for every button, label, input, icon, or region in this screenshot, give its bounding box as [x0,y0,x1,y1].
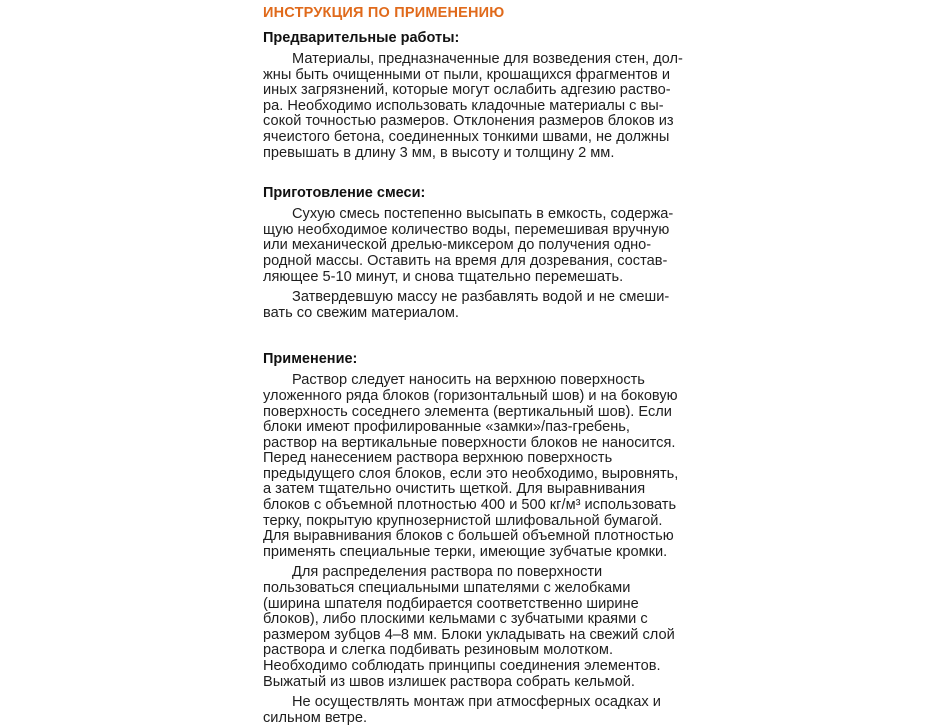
paragraph-line: поверхность соседнего элемента (вертикальный шов). Если [263,403,672,420]
paragraph-line: Затвердевшую массу не разбавлять водой и не смеши- [292,289,670,306]
paragraph-line: Перед нанесением раствора верхнюю поверхность [263,450,613,467]
paragraph-line: родной массы. Оставить на время для дозревания, состав- [263,252,668,269]
document-title: ИНСТРУКЦИЯ ПО ПРИМЕНЕНИЮ [263,5,505,21]
paragraph-line: раствор на вертикальные поверхности блоков не наносится. [263,434,676,451]
paragraph-line: сильном ветре. [263,709,368,726]
paragraph-line: Необходимо соблюдать принципы соединения элементов. [263,658,661,674]
paragraph-line: превышать в длину 3 мм, в высоту и толщину 2 мм. [263,144,615,161]
paragraph-line: Сухую смесь постепенно высыпать в емкость, содержа- [292,206,674,223]
paragraph-line: блоков с объемной плотностью 400 и 500 кг/м³ использовать [263,497,677,514]
paragraph-line: применять специальные терки, имеющие зубчатые кромки. [263,543,668,560]
paragraph [263,695,703,726]
instruction-column [263,0,703,726]
paragraph-line: жны быть очищенными от пыли, крошащихся фрагментов и [263,66,670,83]
paragraph-line: блоков), либо плоскими кельмами с зубчатыми краями с [263,611,648,628]
paragraph-line: предыдущего слоя блоков, если это необходимо, выровнять, [263,465,679,482]
paragraph-line: щую необходимое количество воды, перемешивая вручную [263,221,670,238]
paragraph [263,373,703,560]
paragraph-line: терку, покрытую крупнозернистой шлифовальной бумагой. [263,512,663,529]
paragraph [263,52,703,161]
paragraph-line: сокой точностью размеров. Отклонения размеров блоков из [263,113,674,130]
section-heading-mixing: Приготовление смеси: [263,185,426,202]
paragraph-line: Раствор следует наносить на верхнюю поверхность [292,372,645,389]
paragraph-line: Для выравнивания блоков с большей объемной плотностью [263,528,674,545]
paragraph-line: блоки имеют профилированные «замки»/паз-гребень, [263,419,630,436]
paragraph-line: ячеистого бетона, соединенных тонкими швами, не должны [263,128,670,145]
paragraph-line: Для распределения раствора по поверхности [292,564,603,581]
paragraph-line: а затем тщательно очистить щеткой. Для выравнивания [263,481,646,498]
section-heading-preparation: Предварительные работы: [263,30,460,46]
paragraph-line: вать со свежим материалом. [263,304,459,321]
paragraph-line: ра. Необходимо использовать кладочные материалы с вы- [263,97,664,114]
paragraph-line: уложенного ряда блоков (горизонтальный шов) и на боковую [263,387,678,404]
paragraph-line: ляющее 5-10 минут, и снова тщательно перемешать. [263,268,624,285]
paragraph-line: (ширина шпателя подбирается соответственно ширине [263,595,639,612]
paragraph [263,207,703,285]
paragraph-line: пользоваться специальными шпателями с желобками [263,580,631,597]
paragraph-line: размером зубцов 4–8 мм. Блоки укладывать на свежий слой [263,626,675,643]
paragraph-line: Выжатый из швов излишек раствора собрать кельмой. [263,673,635,690]
paragraph [263,290,703,321]
section-heading-application: Применение: [263,351,358,368]
paragraph [263,565,703,690]
paragraph-line: иных загрязнений, которые могут ослабить адгезию раство- [263,82,671,99]
paragraph-line: Материалы, предназначенные для возведения стен, дол- [292,51,683,67]
paragraph-line: или механической дрелью-миксером до получения одно- [263,237,652,254]
paragraph-line: Не осуществлять монтаж при атмосферных осадках и [292,694,661,711]
paragraph-line: раствора и слегка подбивать резиновым молотком. [263,642,613,659]
